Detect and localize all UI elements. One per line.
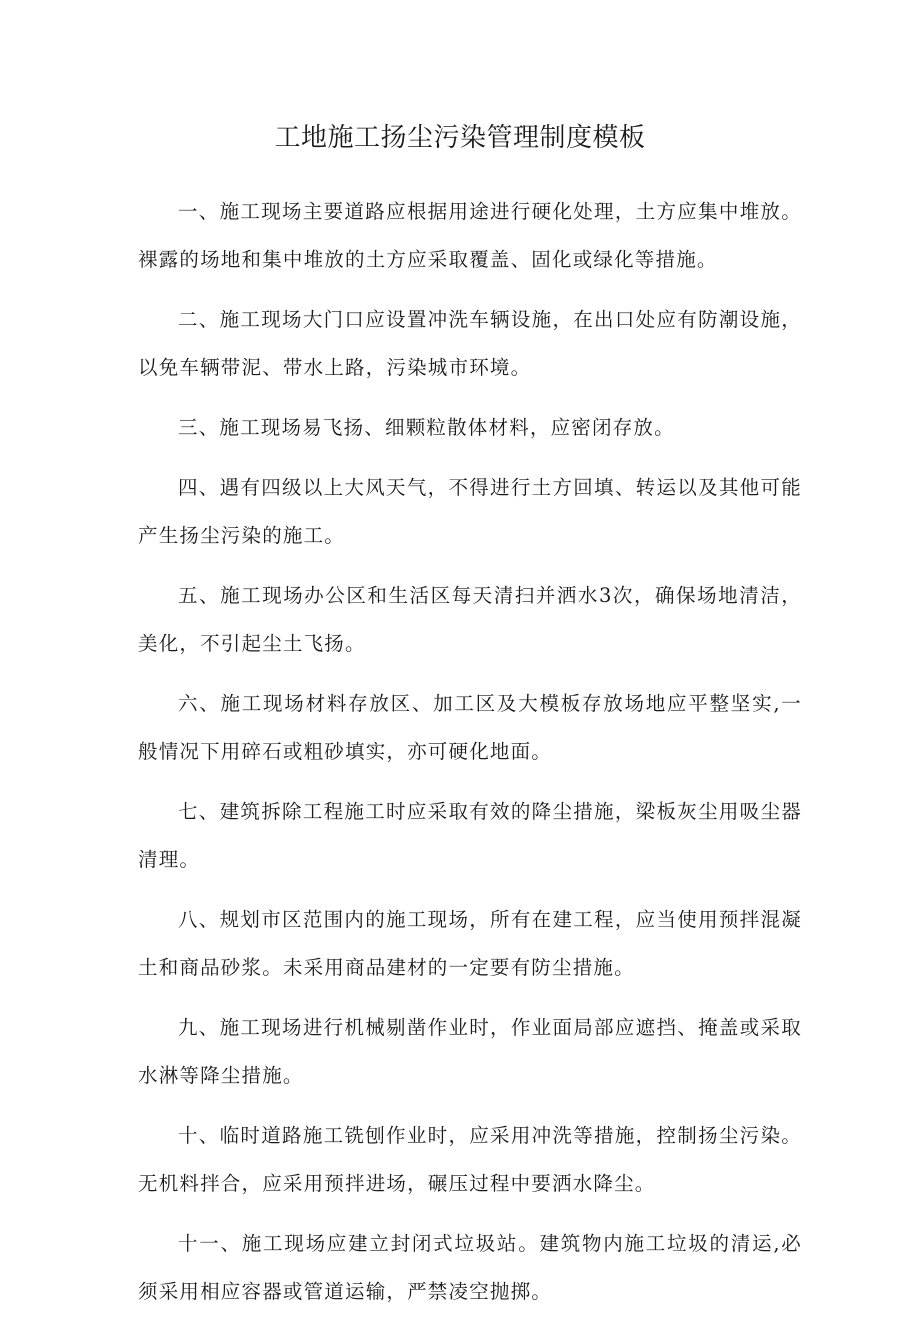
paragraph-1: 一、施工现场主要道路应根据用途进行硬化处理，土方应集中堆放。裸露的场地和集中堆放的土方应采取覆盖、固化或绿化等措施。 [138,200,802,271]
paragraph-7: 七、建筑拆除工程施工时应采取有效的降尘措施，梁板灰尘用吸尘器清理。 [138,800,802,871]
document-title: 工地施工扬尘污染管理制度模板 [274,123,646,153]
paragraph-2: 二、施工现场大门口应设置冲洗车辆设施，在出口处应有防潮设施，以免车辆带泥、带水上路，污染城市环境。 [138,308,802,379]
paragraph-3: 三、施工现场易飞扬、细颗粒散体材料，应密闭存放。 [178,416,675,439]
document-body [138,188,802,1328]
paragraph-9: 九、施工现场进行机械剔凿作业时，作业面局部应遮挡、掩盖或采取水淋等降尘措施。 [138,1016,802,1087]
paragraph-5: 五、施工现场办公区和生活区每天清扫并洒水3次，确保场地清洁，美化，不引起尘土飞扬。 [138,584,802,655]
paragraph-11: 十一、施工现场应建立封闭式垃圾站。建筑物内施工垃圾的清运,必须采用相应容器或管道运输，严禁凌空抛掷。 [138,1232,802,1303]
paragraph-4: 四、遇有四级以上大风天气，不得进行土方回填、转运以及其他可能产生扬尘污染的施工。 [138,476,802,547]
paragraph-8: 八、规划市区范围内的施工现场，所有在建工程，应当使用预拌混凝土和商品砂浆。未采用商品建材的一定要有防尘措施。 [138,908,802,979]
paragraph-6: 六、施工现场材料存放区、加工区及大模板存放场地应平整坚实,一般情况下用碎石或粗砂填实，亦可硬化地面。 [138,692,802,763]
paragraph-10: 十、临时道路施工铣刨作业时，应采用冲洗等措施，控制扬尘污染。无机料拌合，应采用预拌进场，碾压过程中要洒水降尘。 [138,1124,802,1195]
